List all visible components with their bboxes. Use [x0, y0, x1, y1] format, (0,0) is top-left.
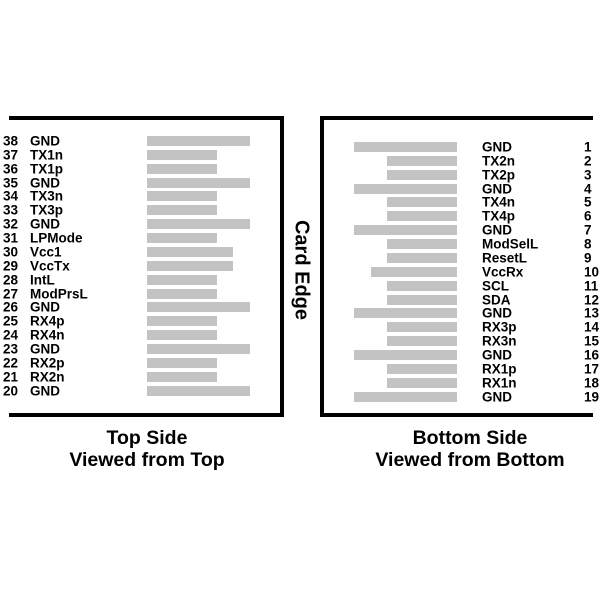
- pin-number: 19: [584, 388, 600, 404]
- pin-pad: [147, 289, 217, 299]
- bottom-pin-row-3: [351, 168, 598, 182]
- pin-label: RX2n: [30, 369, 65, 385]
- pin-label: IntL: [30, 271, 55, 287]
- pin-pad: [147, 205, 217, 215]
- pin-label: RX3n: [482, 333, 517, 349]
- pin-label: RX4p: [30, 313, 65, 329]
- pin-pad: [147, 136, 250, 146]
- top-pin-row-33: [3, 203, 295, 217]
- bottom-pin-row-7: [351, 223, 598, 237]
- pin-number: 17: [584, 361, 600, 377]
- pin-label: TX2p: [482, 166, 516, 182]
- bottom-pin-row-12: [351, 293, 598, 307]
- pin-number: 3: [584, 166, 592, 182]
- top-pin-row-32: [3, 217, 295, 231]
- pin-number: 35: [3, 174, 19, 190]
- pin-number: 11: [584, 277, 599, 293]
- pin-pad: [147, 219, 250, 229]
- pin-label: RX3p: [482, 319, 517, 335]
- bottom-pin-row-1: [351, 140, 598, 154]
- pin-number: 21: [3, 369, 19, 385]
- pin-label: TX1p: [30, 160, 64, 176]
- bottom-pin-row-19: [351, 390, 598, 404]
- pin-label: LPMode: [30, 230, 83, 246]
- pin-pad: [147, 372, 217, 382]
- pin-label: GND: [30, 382, 60, 398]
- pin-number: 14: [584, 319, 600, 335]
- pin-label: GND: [482, 347, 512, 363]
- top-pin-row-23: [3, 342, 295, 356]
- top-side-caption-line1: Top Side: [106, 427, 188, 449]
- pin-label: VccRx: [482, 264, 524, 280]
- pin-pad: [147, 178, 250, 188]
- pin-number: 26: [3, 299, 19, 315]
- top-pin-row-27: [3, 287, 295, 301]
- pin-pad: [387, 197, 457, 207]
- pin-pad: [147, 233, 217, 243]
- top-side-pin-list: [3, 134, 295, 398]
- pin-label: Vcc1: [30, 244, 62, 260]
- bottom-pin-row-5: [351, 196, 598, 210]
- top-pin-row-38: [3, 134, 295, 148]
- pin-pad: [354, 350, 457, 360]
- pin-number: 5: [584, 194, 592, 210]
- pin-label: RX2p: [30, 355, 65, 371]
- pin-number: 29: [3, 258, 19, 274]
- pin-number: 31: [3, 230, 19, 246]
- bottom-pin-row-13: [351, 307, 598, 321]
- pin-label: GND: [482, 139, 512, 155]
- pin-pad: [387, 239, 457, 249]
- pin-pad: [387, 378, 457, 388]
- pin-label: ModPrsL: [30, 285, 88, 301]
- pin-label: GND: [30, 133, 60, 149]
- pin-number: 1: [584, 139, 592, 155]
- pin-number: 9: [584, 250, 592, 266]
- bottom-pin-row-9: [351, 251, 598, 265]
- pin-pad: [354, 184, 457, 194]
- bottom-pin-row-11: [351, 279, 598, 293]
- pin-pad: [147, 247, 233, 257]
- pin-pad: [387, 295, 457, 305]
- bottom-pin-row-14: [351, 320, 598, 334]
- pin-label: TX4p: [482, 208, 516, 224]
- bottom-side-pin-list: [351, 140, 598, 404]
- pin-label: GND: [482, 222, 512, 238]
- top-pin-row-35: [3, 176, 295, 190]
- pin-label: VccTx: [30, 258, 70, 274]
- bottom-pin-row-6: [351, 209, 598, 223]
- pin-pad: [387, 170, 457, 180]
- pin-label: GND: [482, 180, 512, 196]
- pin-label: RX1p: [482, 361, 517, 377]
- pin-number: 37: [3, 147, 19, 163]
- pin-label: SCL: [482, 277, 509, 293]
- pin-number: 10: [584, 264, 600, 280]
- pin-number: 33: [3, 202, 19, 218]
- pin-number: 32: [3, 216, 19, 232]
- top-pin-row-28: [3, 273, 295, 287]
- top-pin-row-26: [3, 301, 295, 315]
- top-pin-row-31: [3, 231, 295, 245]
- pin-label: GND: [482, 388, 512, 404]
- pin-number: 16: [584, 347, 600, 363]
- bottom-side-caption-line2: Viewed from Bottom: [375, 449, 565, 471]
- pin-pad: [147, 302, 250, 312]
- pin-label: RX4n: [30, 327, 65, 343]
- pin-label: SDA: [482, 291, 511, 307]
- pin-number: 23: [3, 341, 19, 357]
- bottom-pin-row-2: [351, 154, 598, 168]
- pin-label: TX4n: [482, 194, 516, 210]
- pin-number: 28: [3, 271, 19, 287]
- bottom-pin-row-17: [351, 362, 598, 376]
- top-pin-row-37: [3, 148, 295, 162]
- pin-number: 24: [3, 327, 19, 343]
- pin-pad: [387, 336, 457, 346]
- pin-pad: [387, 156, 457, 166]
- top-side-caption: [27, 427, 267, 471]
- pin-label: TX3p: [30, 202, 64, 218]
- card-edge-label: Card Edge: [290, 219, 313, 321]
- pin-number: 27: [3, 285, 19, 301]
- pin-number: 8: [584, 236, 592, 252]
- bottom-pin-row-4: [351, 182, 598, 196]
- pin-number: 30: [3, 244, 19, 260]
- pin-pad: [387, 364, 457, 374]
- pin-label: GND: [30, 341, 60, 357]
- top-pin-row-21: [3, 370, 295, 384]
- pin-number: 6: [584, 208, 592, 224]
- pin-number: 13: [584, 305, 600, 321]
- top-pin-row-29: [3, 259, 295, 273]
- pin-pad: [354, 392, 457, 402]
- pin-number: 20: [3, 382, 19, 398]
- bottom-pin-row-16: [351, 348, 598, 362]
- pin-label: GND: [30, 174, 60, 190]
- bottom-pin-row-8: [351, 237, 598, 251]
- pin-label: GND: [30, 216, 60, 232]
- pin-label: ModSelL: [482, 236, 539, 252]
- pin-label: ResetL: [482, 250, 528, 266]
- top-pin-row-20: [3, 384, 295, 398]
- bottom-side-caption-line1: Bottom Side: [412, 427, 528, 449]
- pin-pad: [147, 316, 217, 326]
- bottom-pin-row-15: [351, 334, 598, 348]
- pin-pad: [147, 386, 250, 396]
- pin-label: TX3n: [30, 188, 64, 204]
- pin-number: 18: [584, 375, 600, 391]
- pin-label: TX1n: [30, 147, 64, 163]
- pin-pad: [387, 281, 457, 291]
- top-pin-row-30: [3, 245, 295, 259]
- pin-pad: [371, 267, 457, 277]
- pin-pad: [354, 225, 457, 235]
- pin-label: RX1n: [482, 375, 517, 391]
- pin-pad: [147, 150, 217, 160]
- pin-pad: [147, 358, 217, 368]
- pin-pad: [387, 211, 457, 221]
- pin-pad: [147, 164, 217, 174]
- pin-number: 36: [3, 160, 19, 176]
- top-pin-row-22: [3, 356, 295, 370]
- pin-number: 7: [584, 222, 592, 238]
- pin-pad: [147, 261, 233, 271]
- pin-label: GND: [482, 305, 512, 321]
- pin-number: 38: [3, 133, 19, 149]
- pin-number: 22: [3, 355, 19, 371]
- pin-label: TX2n: [482, 153, 516, 169]
- pin-pad: [387, 253, 457, 263]
- pin-number: 4: [584, 180, 592, 196]
- pin-number: 12: [584, 291, 600, 307]
- bottom-side-caption: [350, 427, 590, 471]
- bottom-pin-row-18: [351, 376, 598, 390]
- pin-number: 34: [3, 188, 19, 204]
- top-pin-row-25: [3, 314, 295, 328]
- pin-pad: [147, 191, 217, 201]
- pin-pad: [147, 344, 250, 354]
- top-side-caption-line2: Viewed from Top: [69, 449, 225, 471]
- pin-number: 2: [584, 153, 592, 169]
- pin-pad: [354, 308, 457, 318]
- pin-pad: [147, 330, 217, 340]
- top-pin-row-36: [3, 162, 295, 176]
- pin-pad: [354, 142, 457, 152]
- pin-number: 15: [584, 333, 600, 349]
- bottom-pin-row-10: [351, 265, 598, 279]
- top-pin-row-34: [3, 190, 295, 204]
- pin-label: GND: [30, 299, 60, 315]
- pin-pad: [387, 322, 457, 332]
- pin-pad: [147, 275, 217, 285]
- pin-number: 25: [3, 313, 19, 329]
- top-pin-row-24: [3, 328, 295, 342]
